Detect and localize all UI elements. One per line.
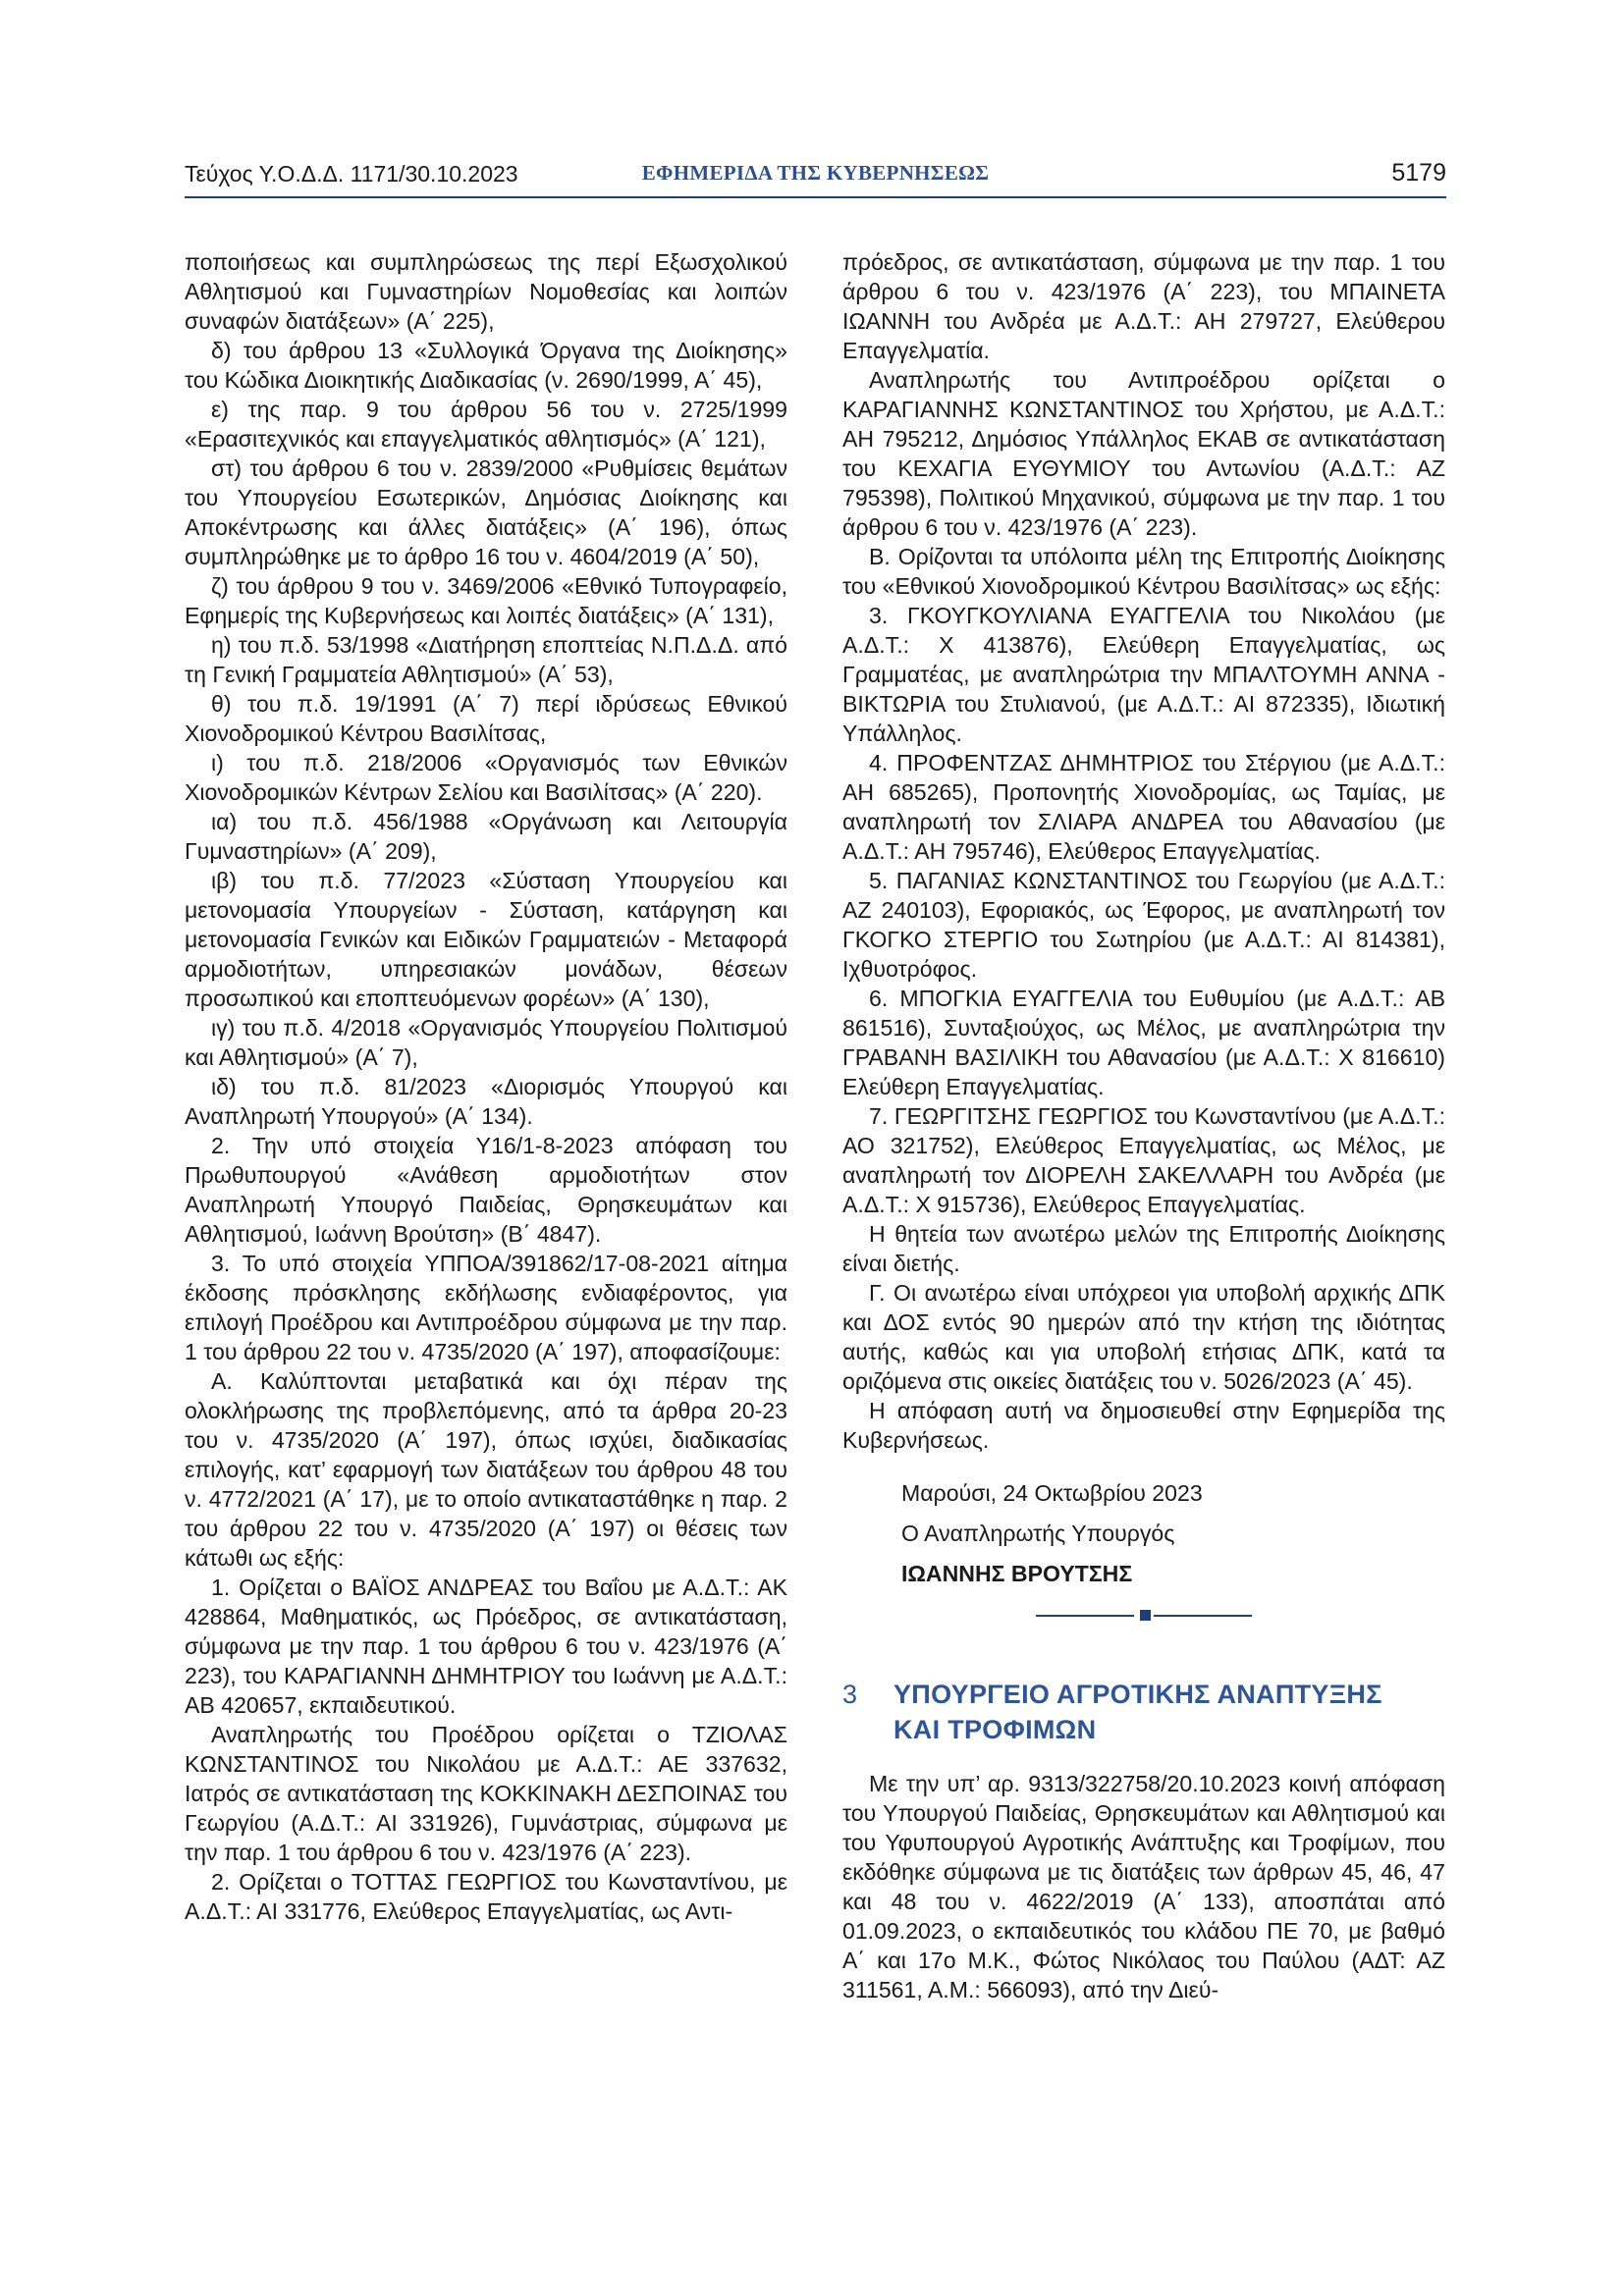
paragraph: Η απόφαση αυτή να δημοσιευθεί στην Εφημερίδα της Κυβερνήσεως. bbox=[842, 1398, 1445, 1453]
paragraph: 3. Το υπό στοιχεία ΥΠΠΟΑ/391862/17-08-2021 αίτημα έκδοσης πρόσκλησης εκδήλωσης ενδιαφέροντος, για επιλογή Προέδρου και Αντιπροέδρου σύμφωνα με την παρ. 1 του άρθρου 22 του ν. 4735/2020 (Α΄ 197), αποφασίζουμε: bbox=[185, 1251, 787, 1364]
paragraph: ζ) του άρθρου 9 του ν. 3469/2006 «Εθνικό Τυπογραφείο, Εφημερίς της Κυβερνήσεως και λοιπές διατάξεις» (Α΄ 131), bbox=[185, 573, 787, 628]
section-heading bbox=[842, 1677, 1445, 1747]
paragraph: 4. ΠΡΟΦΕΝΤΖΑΣ ΔΗΜΗΤΡΙΟΣ του Στέργιου (με Α.Δ.Τ.: ΑΗ 685265), Προπονητής Χιονοδρομίας, ως Ταμίας, με αναπληρωτή τον ΣΛΙΑΡΑ ΑΝΔΡΕΑ του Αθανασίου (με Α.Δ.Τ.: ΑΗ 795746), Ελεύθερος Επαγγελματίας. bbox=[842, 750, 1445, 864]
separator-square bbox=[1140, 1610, 1151, 1621]
separator-line-right bbox=[1154, 1615, 1252, 1617]
header-rule bbox=[185, 196, 1446, 198]
separator-line-left bbox=[1036, 1615, 1134, 1617]
signature-place-date: Μαρούσι, 24 Οκτωβρίου 2023 bbox=[901, 1480, 1203, 1506]
paragraph: η) του π.δ. 53/1998 «Διατήρηση εποπτείας Ν.Π.Δ.Δ. από τη Γενική Γραμματεία Αθλητισμού» (Α΄ 53), bbox=[185, 632, 787, 687]
left-column bbox=[185, 247, 787, 1926]
right-column bbox=[842, 247, 1445, 2004]
section-title-line-2: ΚΑΙ ΤΡΟΦΙΜΩΝ bbox=[893, 1715, 1097, 1744]
gazette-title: ΕΦΗΜΕΡΙΔΑ ΤΗΣ ΚΥΒΕΡΝΗΣΕΩΣ bbox=[641, 161, 990, 185]
paragraph: ι) του π.δ. 218/2006 «Οργανισμός των Εθνικών Χιονοδρομικών Κέντρων Σελίου και Βασιλίτσας» (Α΄ 220). bbox=[185, 750, 787, 805]
paragraph: Γ. Οι ανωτέρω είναι υπόχρεοι για υποβολή αρχικής ΔΠΚ και ΔΟΣ εντός 90 ημερών από την κτήση της ιδιότητας αυτής, καθώς και για υποβολή ετήσιας ΔΠΚ, κατά τα οριζόμενα στις οικείες διατάξεις του ν. 5026/2023 (Α΄ 45). bbox=[842, 1280, 1445, 1394]
paragraph: 3. ΓΚΟΥΓΚΟΥΛΙΑΝΑ ΕΥΑΓΓΕΛΙΑ του Νικολάου (με Α.Δ.Τ.: Χ 413876), Ελεύθερη Επαγγελματίας, ως Γραμματέας, με αναπληρώτρια την ΜΠΑΛΤΟΥΜΗ ΑΝΝΑ - ΒΙΚΤΩΡΙΑ του Στυλιανού, (με Α.Δ.Τ.: ΑΙ 872335), Ιδιωτική Υπάλληλος. bbox=[842, 603, 1445, 746]
paragraph: 7. ΓΕΩΡΓΙΤΣΗΣ ΓΕΩΡΓΙΟΣ του Κωνσταντίνου (με Α.Δ.Τ.: ΑΟ 321752), Ελεύθερος Επαγγελματίας, ως Μέλος, με αναπληρωτή τον ΔΙΟΡΕΛΗ ΣΑΚΕΛΛΑΡΗ του Ανδρέα (με Α.Δ.Τ.: Χ 915736), Ελεύθερος Επαγγελματίας. bbox=[842, 1103, 1445, 1217]
section-body: Με την υπ’ αρ. 9313/322758/20.10.2023 κοινή απόφαση του Υπουργού Παιδείας, Θρησκευμάτων και Αθλητισμού και του Υφυπουργού Αγροτικής Ανάπτυξης και Τροφίμων, που εκδόθηκε σύμφωνα με τις διατάξεις των άρθρων 45, 46, 47 και 48 του ν. 4622/2019 (Α΄ 133), αποσπάται από 01.09.2023, ο εκπαιδευτικός του κλάδου ΠΕ 70, με βαθμό Α΄ και 17ο Μ.Κ., Φώτος Νικόλαος του Παύλου (ΑΔΤ: ΑΖ 311561, Α.Μ.: 566093), από την Διεύ- bbox=[842, 1771, 1445, 2002]
paragraph: ιδ) του π.δ. 81/2023 «Διορισμός Υπουργού και Αναπληρωτή Υπουργού» (Α΄ 134). bbox=[185, 1074, 787, 1129]
signature-name: ΙΩΑΝΝΗΣ ΒΡΟΥΤΣΗΣ bbox=[901, 1561, 1133, 1586]
section-title-line-1: ΥΠΟΥΡΓΕΙΟ ΑΓΡΟΤΙΚΗΣ ΑΝΑΠΤΥΞΗΣ bbox=[893, 1680, 1382, 1709]
paragraph: Α. Καλύπτονται μεταβατικά και όχι πέραν της ολοκλήρωσης της προβλεπόμενης, από τα άρθρα 20-23 του ν. 4735/2020 (Α΄ 197), όπως ισχύει, διαδικασίας επιλογής, κατ’ εφαρμογή των διατάξεων του άρθρου 48 του ν. 4772/2021 (Α΄ 17), με το οποίο αντικαταστάθηκε η παρ. 2 του άρθρου 22 του ν. 4735/2020 (Α΄ 197) οι θέσεις των κάτωθι ως εξής: bbox=[185, 1368, 787, 1571]
paragraph: Η θητεία των ανωτέρω μελών της Επιτροπής Διοίκησης είναι διετής. bbox=[842, 1221, 1445, 1276]
paragraph: ιγ) του π.δ. 4/2018 «Οργανισμός Υπουργείου Πολιτισμού και Αθλητισμού» (Α΄ 7), bbox=[185, 1015, 787, 1070]
section-number: 3 bbox=[842, 1680, 858, 1709]
paragraph: θ) του π.δ. 19/1991 (Α΄ 7) περί ιδρύσεως Εθνικού Χιονοδρομικού Κέντρου Βασιλίτσας, bbox=[185, 691, 787, 746]
page-header bbox=[185, 157, 1446, 196]
paragraph: Αναπληρωτής του Προέδρου ορίζεται ο ΤΖΙΟΛΑΣ ΚΩΝΣΤΑΝΤΙΝΟΣ του Νικολάου με Α.Δ.Τ.: ΑΕ 337632, Ιατρός σε αντικατάσταση της ΚΟΚΚΙΝΑΚΗ ΔΕΣΠΟΙΝΑΣ του Γεωργίου (Α.Δ.Τ.: ΑΙ 331926), Γυμνάστριας, σύμφωνα με την παρ. 1 του άρθρου 6 του ν. 423/1976 (Α΄ 223). bbox=[185, 1722, 787, 1865]
paragraph: Β. Ορίζονται τα υπόλοιπα μέλη της Επιτροπής Διοίκησης του «Εθνικού Χιονοδρομικού Κέντρου Βασιλίτσας» ως εξής: bbox=[842, 544, 1445, 599]
paragraph: 6. ΜΠΟΓΚΙΑ ΕΥΑΓΓΕΛΙΑ του Ευθυμίου (με Α.Δ.Τ.: ΑΒ 861516), Συνταξιούχος, ως Μέλος, με αναπληρώτρια την ΓΡΑΒΑΝΗ ΒΑΣΙΛΙΚΗ του Αθανασίου (με Α.Δ.Τ.: Χ 816610) Ελεύθερη Επαγγελματίας. bbox=[842, 986, 1445, 1099]
page-number: 5179 bbox=[1391, 159, 1446, 187]
paragraph: πρόεδρος, σε αντικατάσταση, σύμφωνα με την παρ. 1 του άρθρου 6 του ν. 423/1976 (Α΄ 223), του ΜΠΑΙΝΕΤΑ ΙΩΑΝΝΗ του Ανδρέα με Α.Δ.Τ.: ΑΗ 279727, Ελεύθερου Επαγγελματία. bbox=[842, 249, 1445, 363]
paragraph: 1. Ορίζεται ο ΒΑΪΟΣ ΑΝΔΡΕΑΣ του Βαΐου με Α.Δ.Τ.: ΑΚ 428864, Μαθηματικός, ως Πρόεδρος, σε αντικατάσταση, σύμφωνα με την παρ. 1 του άρθρου 6 του ν. 423/1976 (Α΄ 223), του ΚΑΡΑΓΙΑΝΝΗ ΔΗΜΗΤΡΙΟΥ του Ιωάννη με Α.Δ.Τ.: ΑΒ 420657, εκπαιδευτικού. bbox=[185, 1575, 787, 1718]
paragraph: ιβ) του π.δ. 77/2023 «Σύσταση Υπουργείου και μετονομασία Υπουργείων - Σύσταση, κατάργηση και μετονομασία Γενικών και Ειδικών Γραμματειών - Μεταφορά αρμοδιοτήτων, υπηρεσιακών μονάδων, θέσεων προσωπικού και εποπτευόμενων φορέων» (Α΄ 130), bbox=[185, 868, 787, 1011]
paragraph: ε) της παρ. 9 του άρθρου 56 του ν. 2725/1999 «Ερασιτεχνικός και επαγγελματικός αθλητισμός» (Α΄ 121), bbox=[185, 397, 787, 452]
paragraph: στ) του άρθρου 6 του ν. 2839/2000 «Ρυθμίσεις θεμάτων του Υπουργείου Εσωτερικών, Δημόσιας Διοίκησης και Αποκέντρωσης και άλλες διατάξεις» (Α΄ 196), όπως συμπληρώθηκε με το άρθρο 16 του ν. 4604/2019 (Α΄ 50), bbox=[185, 455, 787, 569]
signature-role: Ο Αναπληρωτής Υπουργός bbox=[901, 1521, 1175, 1546]
paragraph: 5. ΠΑΓΑΝΙΑΣ ΚΩΝΣΤΑΝΤΙΝΟΣ του Γεωργίου (με Α.Δ.Τ.: ΑΖ 240103), Εφοριακός, ως Έφορος, με αναπληρωτή τον ΓΚΟΓΚΟ ΣΤΕΡΓΙΟ του Σωτηρίου (με Α.Δ.Τ.: ΑΙ 814381), Ιχθυοτρόφος. bbox=[842, 868, 1445, 982]
section-separator bbox=[842, 1610, 1445, 1622]
issue-label: Τεύχος Υ.Ο.Δ.Δ. 1171/30.10.2023 bbox=[185, 161, 518, 187]
paragraph: ια) του π.δ. 456/1988 «Οργάνωση και Λειτουργία Γυμναστηρίων» (Α΄ 209), bbox=[185, 809, 787, 864]
paragraph: δ) του άρθρου 13 «Συλλογικά Όργανα της Διοίκησης» του Κώδικα Διοικητικής Διαδικασίας (ν. 2690/1999, Α΄ 45), bbox=[185, 338, 787, 393]
paragraph: Αναπληρωτής του Αντιπροέδρου ορίζεται ο ΚΑΡΑΓΙΑΝΝΗΣ ΚΩΝΣΤΑΝΤΙΝΟΣ του Χρήστου, με Α.Δ.Τ.: ΑΗ 795212, Δημόσιος Υπάλληλος ΕΚΑΒ σε αντικατάσταση του ΚΕΧΑΓΙΑ ΕΥΘΥΜΙΟΥ του Αντωνίου (Α.Δ.Τ.: ΑΖ 795398), Πολιτικού Μηχανικού, σύμφωνα με την παρ. 1 του άρθρου 6 του ν. 423/1976 (Α΄ 223). bbox=[842, 367, 1445, 540]
paragraph: 2. Την υπό στοιχεία Υ16/1-8-2023 απόφαση του Πρωθυπουργού «Ανάθεση αρμοδιοτήτων στον Αναπληρωτή Υπουργό Παιδείας, Θρησκευμάτων και Αθλητισμού, Ιωάννη Βρούτση» (Β΄ 4847). bbox=[185, 1133, 787, 1247]
paragraph: ποποιήσεως και συμπληρώσεως της περί Εξωσχολικού Αθλητισμού και Γυμναστηρίων Νομοθεσίας και λοιπών συναφών διατάξεων» (Α΄ 225), bbox=[185, 249, 787, 334]
paragraph: 2. Ορίζεται ο ΤΟΤΤΑΣ ΓΕΩΡΓΙΟΣ του Κωνσταντίνου, με Α.Δ.Τ.: ΑΙ 331776, Ελεύθερος Επαγγελματίας, ως Αντι- bbox=[185, 1869, 787, 1924]
